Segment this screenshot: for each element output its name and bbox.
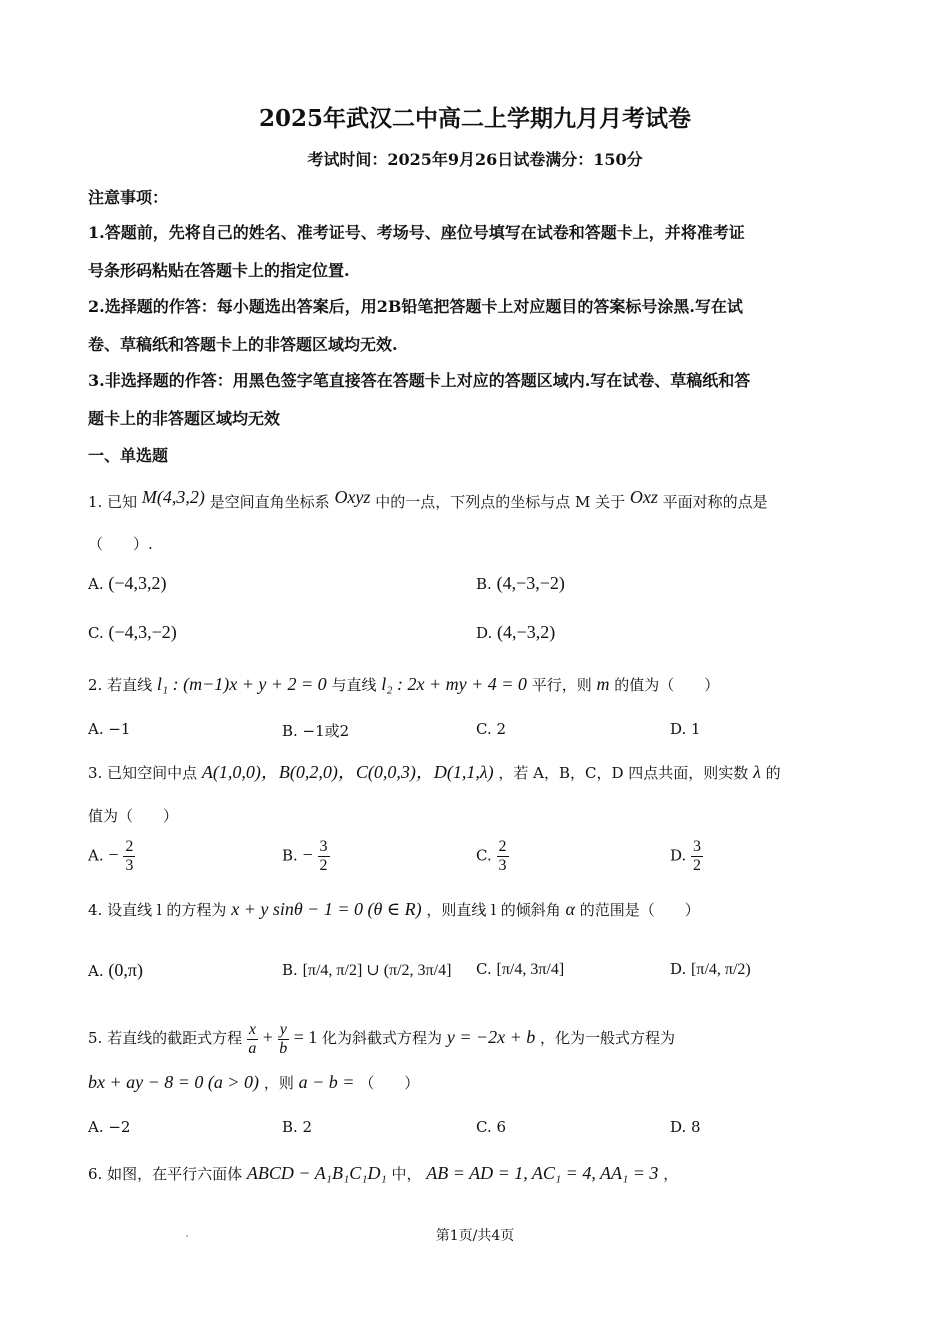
- q3-math-points: A(1,0,0)，B(0,2,0)，C(0,0,3)，D(1,1,λ): [201, 762, 494, 782]
- q3-option-c[interactable]: [476, 838, 509, 875]
- q1-math-point: M(4,3,2): [141, 487, 205, 507]
- q5-text-4: （ ）: [359, 1074, 420, 1092]
- q6-math-lengths: AB = AD = 1, AC₁ = 4, AA₁ = 3: [426, 1163, 659, 1183]
- q3-option-c-label: C.: [476, 846, 492, 865]
- q3-option-d-fraction: [691, 838, 703, 875]
- q3-option-d-num: 3: [693, 838, 702, 855]
- notes-heading: 注意事项：: [88, 188, 169, 207]
- q1-option-a-label: A.: [88, 575, 104, 593]
- q4-option-a-label: A.: [88, 962, 104, 980]
- q2-option-d[interactable]: D. 1: [670, 720, 701, 738]
- q1-option-c[interactable]: [88, 622, 177, 643]
- q3-option-a-label: A.: [88, 846, 104, 865]
- q1-text-2: 中的一点，下列点的坐标与点 M 关于: [375, 493, 626, 511]
- q4-text-2: 的范围是（ ）: [579, 901, 700, 919]
- q3-option-d-label: D.: [670, 846, 687, 865]
- q5-line2: [88, 1071, 878, 1094]
- q3-line2: 值为（ ）: [88, 807, 179, 825]
- q3-option-b-den: 2: [319, 857, 328, 874]
- q4-option-d[interactable]: [670, 960, 751, 979]
- q5-text-3: ，则: [263, 1074, 294, 1092]
- q1-option-c-value: (−4,3,−2): [108, 622, 177, 642]
- q1-text-3: 平面对称的点是: [662, 493, 768, 511]
- q2-text-2: 平行，则: [531, 676, 592, 694]
- note-2-line2: 卷、草稿纸和答题卡上的非答题区域均无效.: [88, 335, 398, 354]
- note-1-line2: 号条形码粘贴在答题卡上的指定位置.: [88, 261, 350, 280]
- q1-option-b-value: (4,−3,−2): [496, 573, 565, 593]
- q3-option-b-num: 3: [319, 838, 328, 855]
- q2-math-line1: l₁ : (m−1)x + y + 2 = 0: [156, 674, 327, 694]
- q5-text-2: ，化为一般式方程为: [540, 1029, 676, 1047]
- q2-text-0: 2. 若直线: [88, 676, 153, 694]
- q3-option-b-sign: −: [302, 844, 313, 865]
- q2-math-line2: l₂ : 2x + my + 4 = 0: [381, 674, 527, 694]
- note-2-line1: 2.选择题的作答：每小题选出答案后，用2B铅笔把答题卡上对应题目的答案标号涂黑.写在试: [88, 297, 743, 316]
- q5-math-general: bx + ay − 8 = 0 (a > 0): [88, 1072, 260, 1092]
- q5-fraction-y: [278, 1021, 289, 1058]
- exam-title: 2025年武汉二中高二上学期九月月考试卷: [258, 105, 691, 132]
- q5-math-slope: y = −2x + b: [446, 1027, 536, 1047]
- q2-option-a[interactable]: A. −1: [88, 720, 131, 738]
- note-3: [88, 362, 868, 438]
- q4-option-a-value: (0,π): [108, 960, 143, 980]
- q6-text-2: ，: [663, 1165, 679, 1183]
- q5-option-d[interactable]: D. 8: [670, 1118, 701, 1136]
- q3-option-b-label: B.: [282, 846, 298, 865]
- q1-math-system: Oxyz: [334, 487, 371, 507]
- q5-frac-x-num: x: [248, 1020, 256, 1038]
- q1-option-d-label: D.: [476, 624, 493, 642]
- q1-option-d[interactable]: [476, 622, 555, 643]
- q4-option-c-label: C.: [476, 960, 492, 978]
- q4-option-d-value: [π/4, π/2): [691, 961, 751, 978]
- q5-plus: +: [262, 1027, 273, 1047]
- q1-line2: （ ）.: [88, 535, 153, 553]
- q5-fraction-x: [247, 1021, 258, 1058]
- q6-text-1: 中，: [391, 1165, 422, 1183]
- q3-option-a-num: 2: [125, 838, 134, 855]
- q1-option-a[interactable]: [88, 573, 167, 594]
- q1-option-c-label: C.: [88, 624, 104, 642]
- q5-option-a[interactable]: A. −2: [88, 1118, 131, 1136]
- question-2: [88, 673, 878, 696]
- q3-option-a-fraction: [123, 838, 135, 875]
- q5-frac-x-den: a: [248, 1039, 257, 1057]
- q4-math-equation: x + y sinθ − 1 = 0 (θ ∈ R): [231, 899, 422, 919]
- q3-option-a-sign: −: [108, 844, 119, 865]
- q2-text-1: 与直线: [331, 676, 377, 694]
- question-4: [88, 898, 878, 921]
- q3-option-b[interactable]: [282, 838, 330, 875]
- q3-option-b-fraction: [318, 838, 330, 875]
- q3-option-d-den: 2: [693, 857, 702, 874]
- q3-option-c-num: 2: [498, 838, 507, 855]
- section-heading: 一、单选题: [88, 446, 169, 465]
- q5-option-b[interactable]: B. 2: [282, 1118, 313, 1136]
- q4-math-alpha: α: [565, 899, 575, 919]
- q4-option-c-value: [π/4, 3π/4]: [496, 961, 565, 978]
- q4-option-c[interactable]: [476, 960, 564, 979]
- q5-frac-y-num: y: [279, 1020, 287, 1038]
- q4-option-b-label: B.: [282, 961, 298, 979]
- q5-text-1: 化为斜截式方程为: [322, 1029, 443, 1047]
- q2-math-m: m: [596, 674, 610, 694]
- question-5: [88, 1018, 878, 1058]
- q5-option-c[interactable]: C. 6: [476, 1118, 507, 1136]
- q4-option-d-label: D.: [670, 960, 687, 978]
- q5-text-0: 5. 若直线的截距式方程: [88, 1029, 243, 1047]
- q1-math-plane: Oxz: [629, 487, 658, 507]
- q5-frac-y-den: b: [279, 1039, 288, 1057]
- q4-option-a[interactable]: [88, 960, 143, 981]
- q3-text-2: 的: [765, 764, 781, 782]
- q3-option-a[interactable]: [88, 838, 135, 875]
- exam-subtitle: 考试时间：2025年9月26日试卷满分：150分: [307, 150, 643, 169]
- q5-math-expression: a − b =: [298, 1072, 355, 1092]
- note-3-line1: 3.非选择题的作答：用黑色签字笔直接答在答题卡上对应的答题区域内.写在试卷、草稿纸和答: [88, 371, 751, 390]
- q3-text-1: ，若 A，B，C，D 四点共面，则实数: [498, 764, 749, 782]
- question-6: [88, 1162, 878, 1185]
- q3-text-0: 3. 已知空间中点: [88, 764, 198, 782]
- q1-option-a-value: (−4,3,2): [108, 573, 167, 593]
- note-1-line1: 1.答题前，先将自己的姓名、准考证号、考场号、座位号填写在试卷和答题卡上，并将准考证: [88, 223, 745, 242]
- q1-text-1: 是空间直角坐标系: [209, 493, 330, 511]
- q1-option-b[interactable]: [476, 573, 565, 594]
- q3-option-c-fraction: [497, 838, 509, 875]
- q1-text-0: 1. 已知: [88, 493, 138, 511]
- question-1: [88, 487, 878, 513]
- q5-equals-one: = 1: [293, 1027, 318, 1047]
- q1-option-d-value: (4,−3,2): [497, 622, 556, 642]
- note-2: [88, 288, 868, 364]
- q6-text-0: 6. 如图，在平行六面体: [88, 1165, 243, 1183]
- note-3-line2: 题卡上的非答题区域均无效: [88, 409, 281, 428]
- q3-option-a-den: 3: [125, 857, 134, 874]
- q3-option-c-den: 3: [498, 857, 507, 874]
- q2-text-3: 的值为（ ）: [614, 676, 720, 694]
- q4-text-1: ，则直线 l 的倾斜角: [426, 901, 561, 919]
- q3-math-lambda: λ: [753, 762, 761, 782]
- q6-math-solid: ABCD − A₁B₁C₁D₁: [246, 1163, 387, 1183]
- q1-option-b-label: B.: [476, 575, 492, 593]
- page-footer: 第1页/共4页: [435, 1228, 515, 1244]
- q3-option-d[interactable]: [670, 838, 703, 875]
- q4-option-b[interactable]: [282, 960, 451, 980]
- q4-text-0: 4. 设直线 l 的方程为: [88, 901, 227, 919]
- question-3: [88, 761, 878, 784]
- q4-option-b-value: [π/4, π/2] ∪ (π/2, 3π/4]: [302, 962, 452, 979]
- q2-option-c[interactable]: C. 2: [476, 720, 507, 738]
- note-1: [88, 214, 868, 290]
- q2-option-b[interactable]: B. −1或2: [282, 722, 350, 740]
